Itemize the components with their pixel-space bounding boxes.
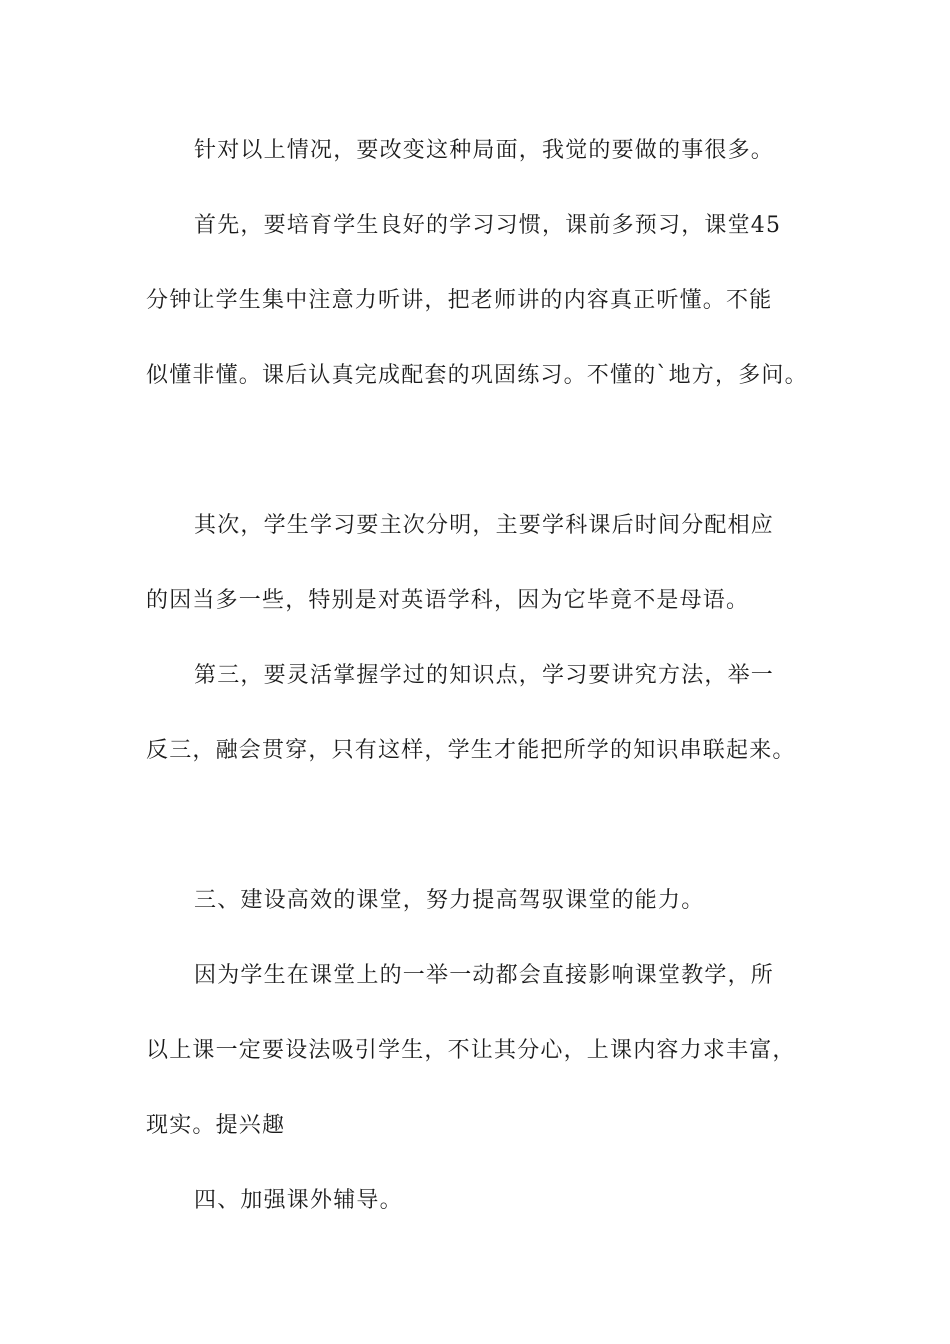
- paragraph-line-7: 第三，要灵活掌握学过的知识点，学习要讲究方法，举一: [194, 663, 775, 688]
- paragraph-line-5: 其次，学生学习要主次分明，主要学科课后时间分配相应: [194, 513, 775, 538]
- paragraph-line-12: 现实。提兴趣: [146, 1113, 286, 1138]
- section-heading-4: 四、加强课外辅导。: [194, 1188, 403, 1213]
- paragraph-line-8: 反三，融会贯穿，只有这样，学生才能把所学的知识串联起来。: [146, 738, 796, 763]
- paragraph-line-10: 因为学生在课堂上的一举一动都会直接影响课堂教学，所: [194, 963, 775, 988]
- paragraph-line-11: 以上课一定要设法吸引学生，不让其分心，上课内容力求丰富，: [146, 1038, 796, 1063]
- paragraph-line-6: 的因当多一些，特别是对英语学科，因为它毕竟不是母语。: [146, 588, 750, 613]
- paragraph-line-4: 似懂非懂。课后认真完成配套的巩固练习。不懂的`地方，多问。: [146, 363, 808, 388]
- paragraph-line-3: 分钟让学生集中注意力听讲，把老师讲的内容真正听懂。不能: [146, 288, 773, 313]
- paragraph-line-1: 针对以上情况，要改变这种局面，我觉的要做的事很多。: [194, 138, 775, 163]
- paragraph-line-2: 首先，要培育学生良好的学习习惯，课前多预习，课堂45: [194, 213, 782, 238]
- section-heading-3: 三、建设高效的课堂，努力提高驾驭课堂的能力。: [194, 888, 705, 913]
